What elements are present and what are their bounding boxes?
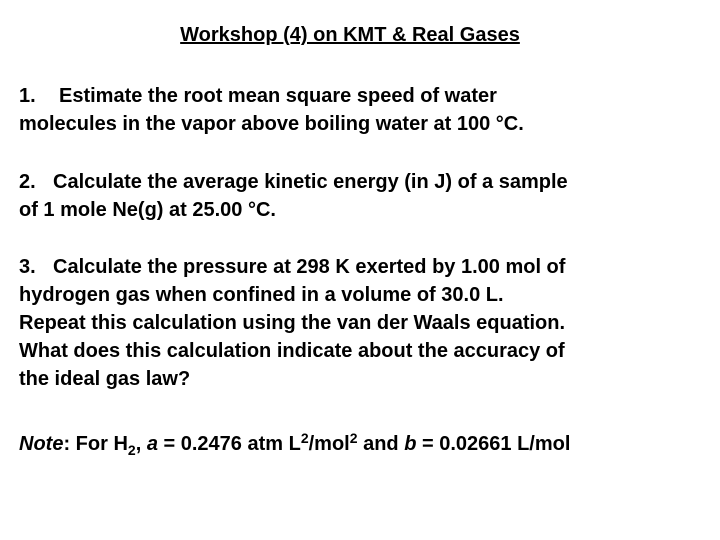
question-text: Repeat this calculation using the van der Waals equation. bbox=[19, 312, 566, 334]
question-2-line-1 bbox=[19, 168, 709, 196]
superscript: 2 bbox=[349, 430, 358, 446]
question-1 bbox=[19, 82, 709, 138]
question-text: Calculate the average kinetic energy (in J) of a sample bbox=[53, 171, 568, 193]
question-text: the ideal gas law? bbox=[19, 368, 191, 390]
question-number: 1. bbox=[19, 85, 36, 107]
question-number: 2. bbox=[19, 171, 36, 193]
subscript: 2 bbox=[127, 442, 136, 458]
note-text: = 0.02661 L/mol bbox=[416, 433, 571, 455]
note-text: : For H bbox=[63, 433, 128, 455]
superscript: 2 bbox=[300, 430, 309, 446]
note-text: /mol bbox=[308, 433, 350, 455]
variable-b: b bbox=[404, 433, 417, 455]
note-line bbox=[19, 430, 709, 458]
question-1-line-1 bbox=[19, 82, 709, 110]
question-3-line-1 bbox=[19, 253, 709, 281]
question-text: molecules in the vapor above boiling water at 100 °C. bbox=[19, 113, 524, 135]
question-text: Calculate the pressure at 298 K exerted by 1.00 mol of bbox=[53, 256, 566, 278]
question-text: hydrogen gas when confined in a volume of 30.0 L. bbox=[19, 284, 504, 306]
note-text: = 0.2476 atm L bbox=[157, 433, 301, 455]
note-text: , bbox=[135, 433, 147, 455]
question-3 bbox=[19, 253, 709, 393]
question-text: Estimate the root mean square speed of water bbox=[59, 85, 497, 107]
question-text: of 1 mole Ne(g) at 25.00 °C. bbox=[19, 199, 276, 221]
question-number: 3. bbox=[19, 256, 36, 278]
question-text: What does this calculation indicate about the accuracy of bbox=[19, 340, 565, 362]
variable-a: a bbox=[146, 433, 158, 455]
note-label: Note bbox=[19, 433, 64, 455]
question-2 bbox=[19, 168, 709, 224]
note-text: and bbox=[357, 433, 405, 455]
page-title: Workshop (4) on KMT & Real Gases bbox=[180, 24, 520, 46]
